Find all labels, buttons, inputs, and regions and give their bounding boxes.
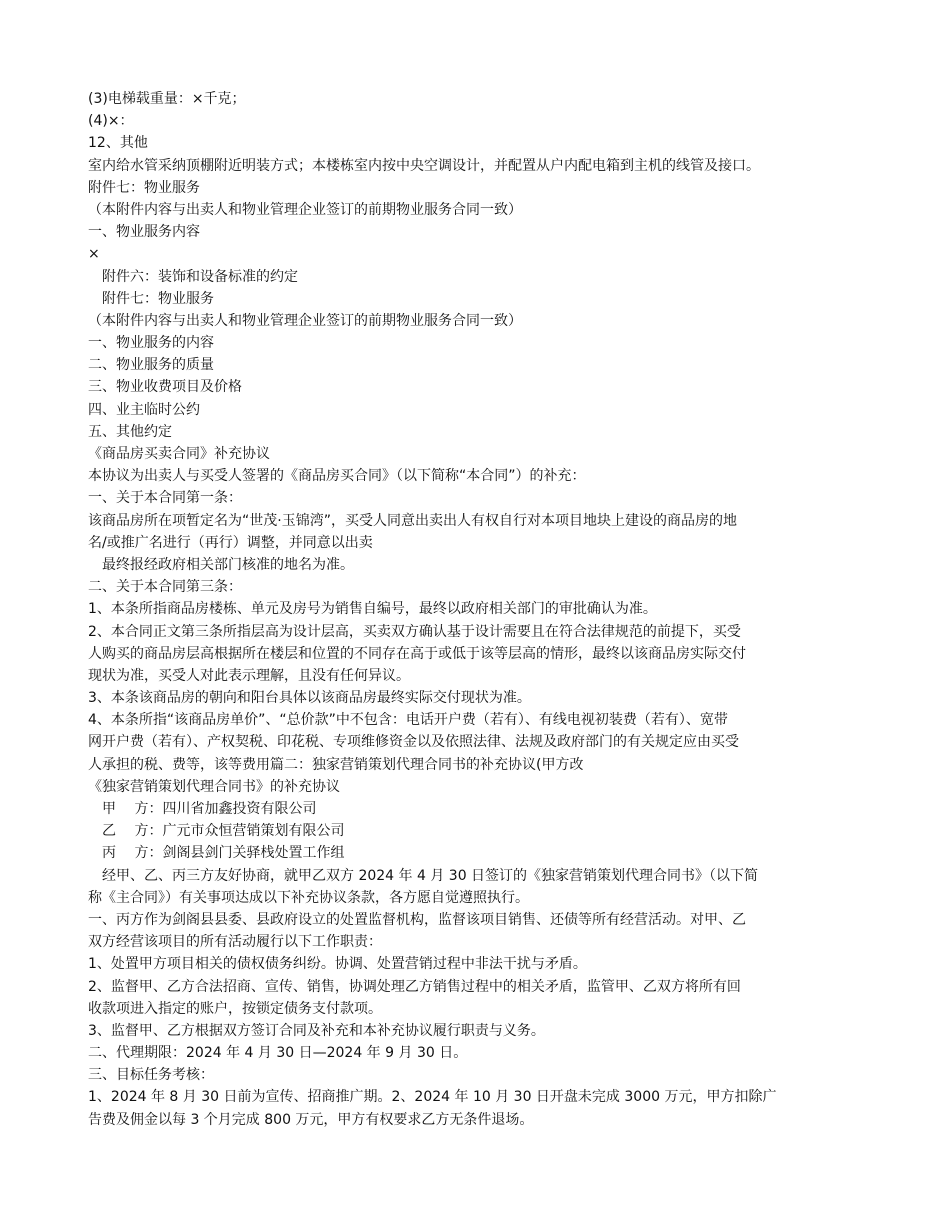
text-line: 经甲、乙、丙三方友好协商，就甲乙双方 2024 年 4 月 30 日签订的《独家营销策划代理合同书》（以下简 [88,867,759,884]
text-line: 室内给水管采纳顶棚附近明装方式；本楼栋室内按中央空调设计，并配置从户内配电箱到主机的线管及接口。 [88,157,760,174]
text-line: 乙 方：广元市众恒营销策划有限公司 [88,823,345,840]
text-line: 一、物业服务的内容 [88,335,214,352]
text-line: 人购买的商品房层高根据所在楼层和位置的不同存在高于或低于该等层高的情形，最终以该商品房实际交付 [88,645,746,662]
text-line: 一、物业服务内容 [88,224,200,241]
text-line: 1、2024 年 8 月 30 日前为宣传、招商推广期。2、2024 年 10 月 30 日开盘未完成 3000 万元，甲方扣除广 [88,1089,777,1106]
text-line: 一、关于本合同第一条： [88,490,242,507]
text-line: 12、其他 [88,135,148,152]
text-line: 三、物业收费项目及价格 [88,379,242,396]
text-line: (3)电梯载重量：×千克； [88,91,246,107]
text-line: 附件六：装饰和设备标准的约定 [88,268,298,285]
text-line: 称《主合同》）有关事项达成以下补充协议条款，各方愿自觉遵照执行。 [88,889,529,906]
text-line: 五、其他约定 [88,423,172,440]
text-line: 甲 方：四川省加鑫投资有限公司 [88,801,317,817]
text-line: 最终报经政府相关部门核准的地名为准。 [88,556,354,573]
text-line: 附件七：物业服务 [88,290,214,307]
text-line: 1、处置甲方项目相关的债权债务纠纷。协调、处置营销过程中非法干扰与矛盾。 [88,956,587,973]
text-line: 2、本合同正文第三条所指层高为设计层高，买卖双方确认基于设计需要且在符合法律规范的前提下，买受 [88,623,741,640]
text-line: 人承担的税、费等，该等费用篇二：独家营销策划代理合同书的补充协议(甲方改 [88,756,584,773]
text-line: （本附件内容与出卖人和物业管理企业签订的前期物业服务合同一致） [88,312,522,329]
text-line: 现状为准，买受人对此表示理解，且没有任何异议。 [88,667,410,684]
text-line: 2、监督甲、乙方合法招商、宣传、销售，协调处理乙方销售过程中的相关矛盾，监管甲、乙双方将所有回 [88,978,741,995]
text-line: × [88,246,100,263]
text-line: 三、目标任务考核： [88,1067,214,1084]
text-line: 二、关于本合同第三条： [88,579,242,596]
text-line: 收款项进入指定的账户，按锁定债务支付款项。 [88,1000,382,1017]
text-line: 该商品房所在项暂定名为“世茂·玉锦湾”，买受人同意出卖出人有权自行对本项目地块上建设的商品房的地 [88,512,737,529]
text-line: 1、本条所指商品房楼栋、单元及房号为销售自编号，最终以政府相关部门的审批确认为准。 [88,601,657,618]
text-line: 二、代理期限：2024 年 4 月 30 日—2024 年 9 月 30 日。 [88,1045,468,1062]
text-line: 告费及佣金以每 3 个月完成 800 万元，甲方有权要求乙方无条件退场。 [88,1111,534,1128]
text-line: 四、业主临时公约 [88,401,200,418]
text-line: （本附件内容与出卖人和物业管理企业签订的前期物业服务合同一致） [88,201,522,218]
document-page [88,88,868,1131]
text-line: 《商品房买卖合同》补充协议 [88,446,270,462]
text-line: 网开户费（若有）、产权契税、印花税、专项维修资金以及依照法律、法规及政府部门的有关规定应由买受 [88,734,739,751]
text-line: 二、物业服务的质量 [88,357,214,374]
text-line: 3、本条该商品房的朝向和阳台具体以该商品房最终实际交付现状为准。 [88,690,531,707]
text-line: 《独家营销策划代理合同书》的补充协议 [88,778,340,795]
text-line: 附件七：物业服务 [88,179,200,196]
text-line: 名/或推广名进行（再行）调整，并同意以出卖 [88,534,373,551]
text-line: 本协议为出卖人与买受人签署的《商品房买合同》（以下简称“本合同”）的补充： [88,468,586,485]
text-line: (4)×： [88,113,134,130]
text-line: 丙 方：剑阁县剑门关驿栈处置工作组 [88,845,345,862]
text-line: 一、丙方作为剑阁县县委、县政府设立的处置监督机构，监督该项目销售、还债等所有经营活动。对甲、乙 [88,911,746,928]
text-line: 双方经营该项目的所有活动履行以下工作职责： [88,934,382,951]
text-line: 4、本条所指“该商品房单价”、“总价款”中不包含：电话开户费（若有）、有线电视初装费（若有）、宽带 [88,712,728,729]
text-line: 3、监督甲、乙方根据双方签订合同及补充和本补充协议履行职责与义务。 [88,1022,545,1039]
